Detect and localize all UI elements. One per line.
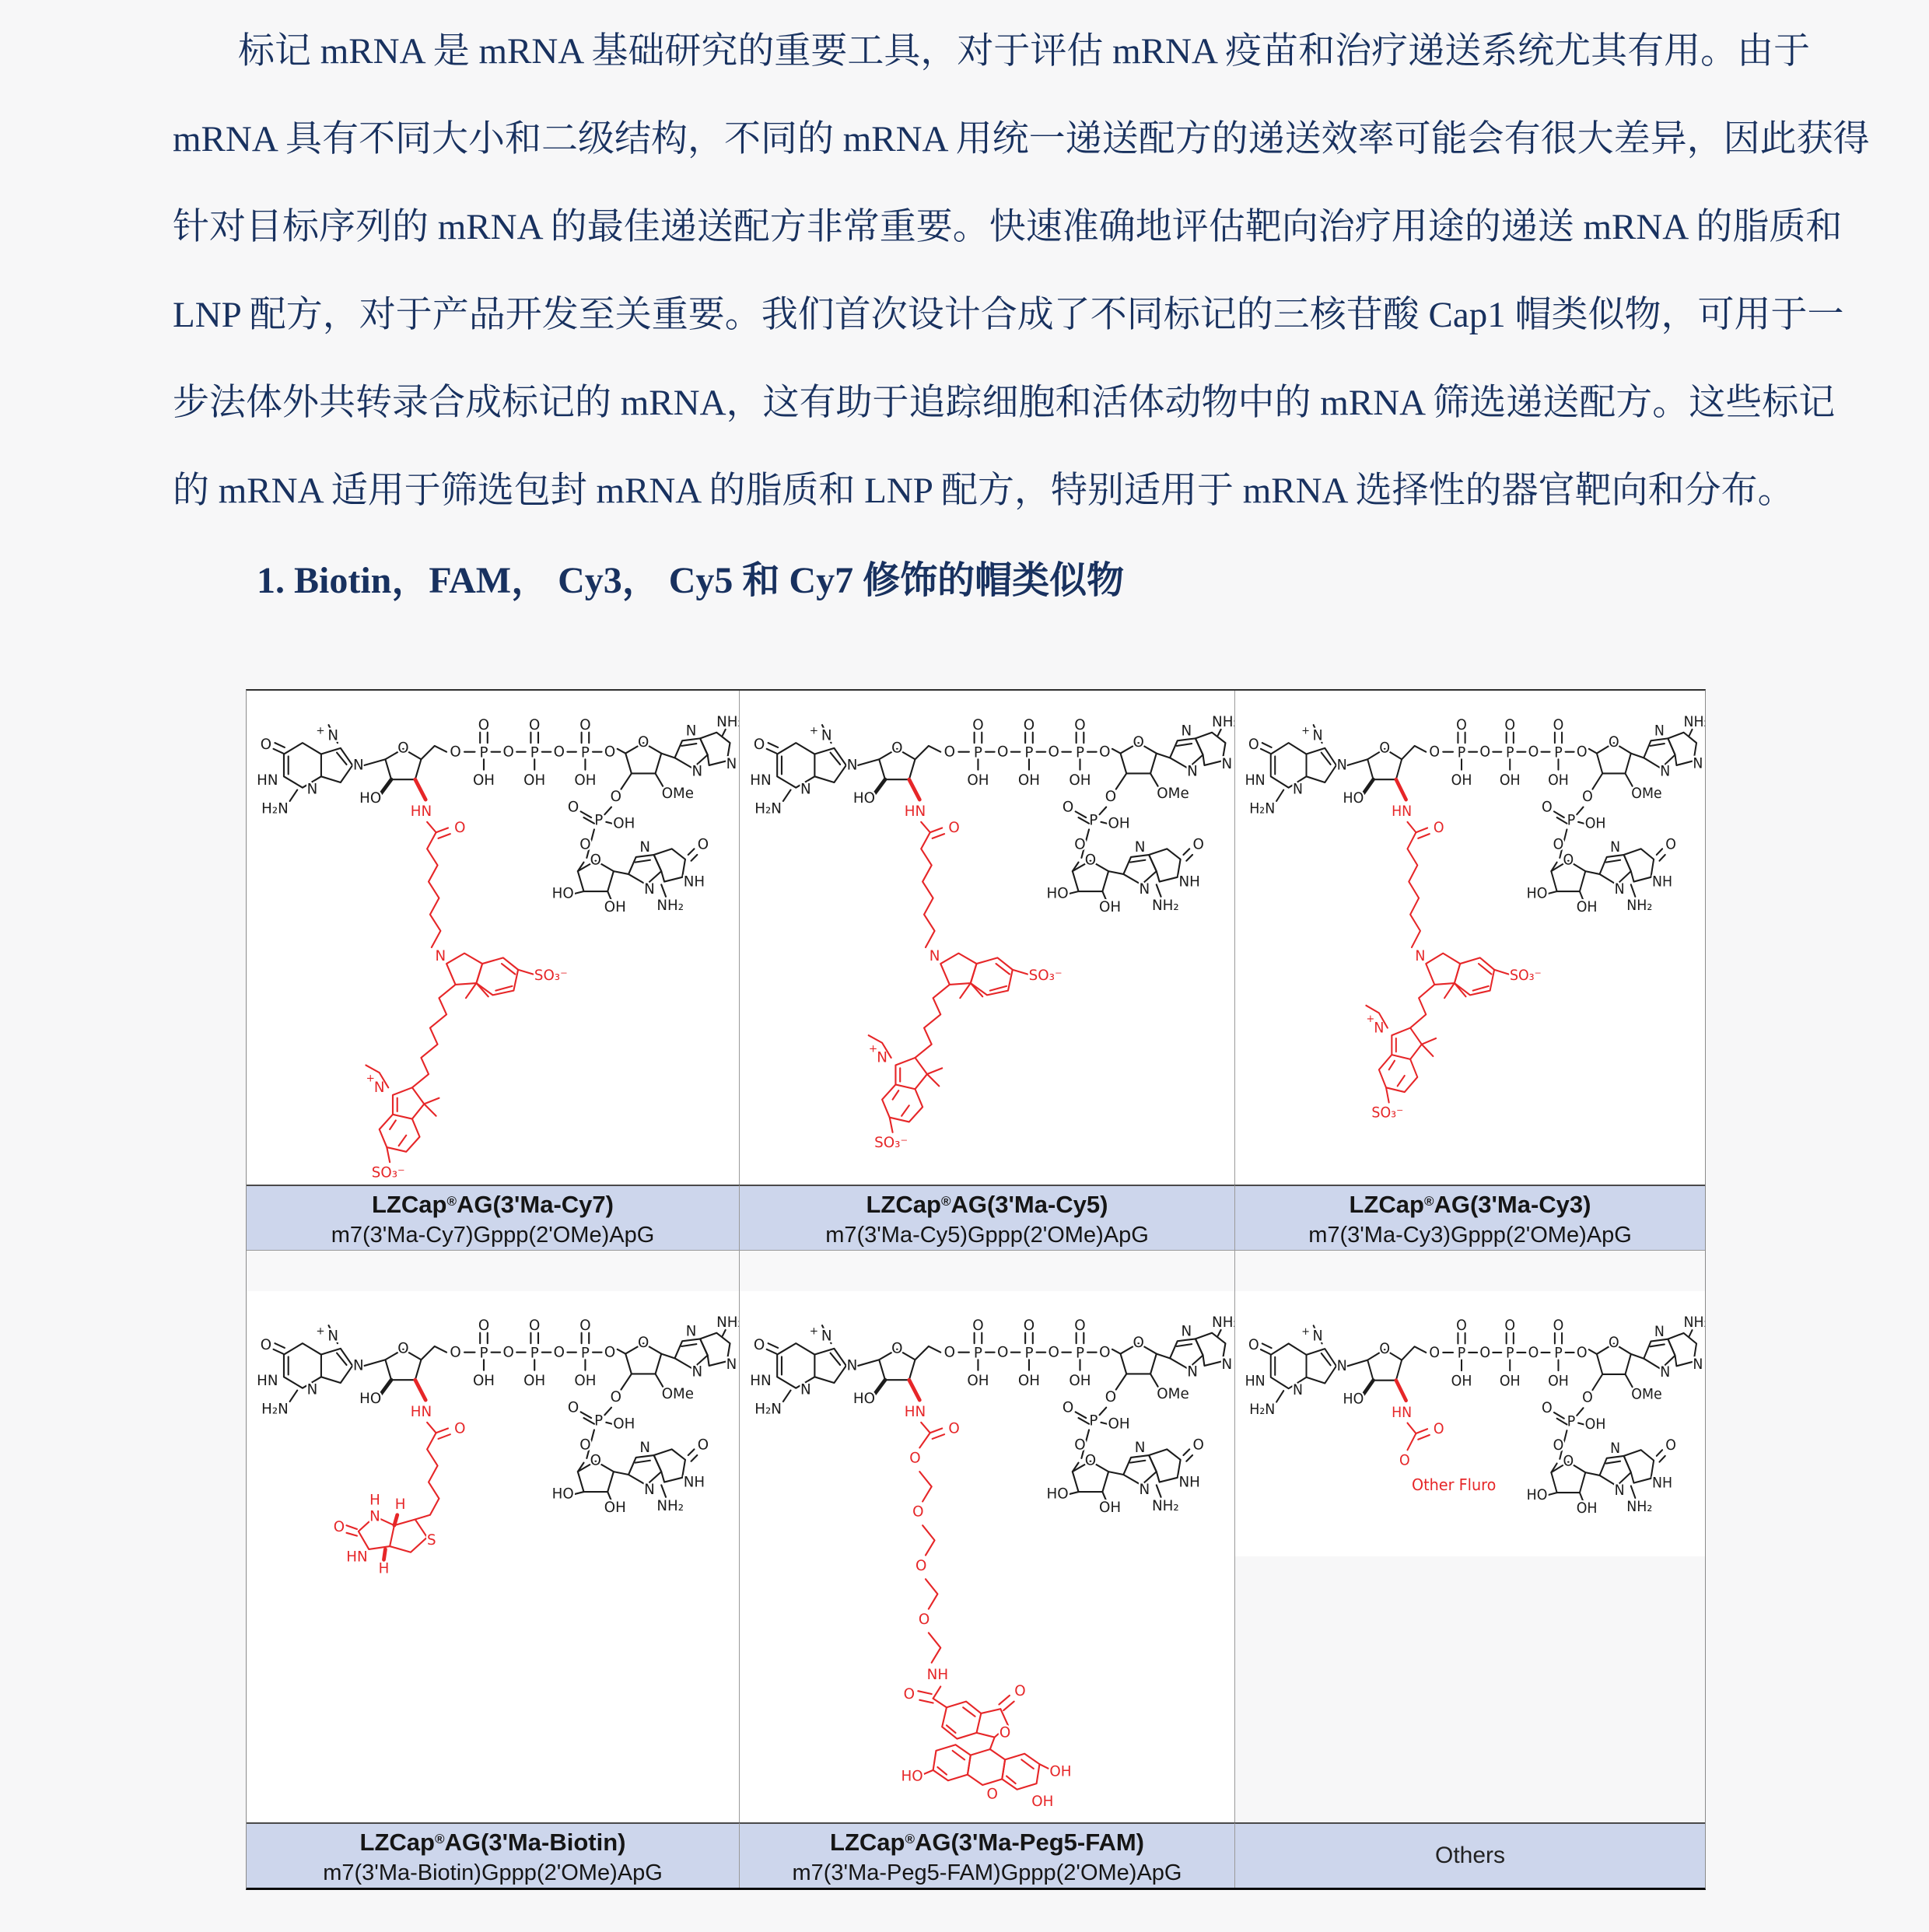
svg-text:H: H (378, 1560, 390, 1577)
svg-text:O: O (986, 1786, 998, 1803)
table-gap-cell (247, 1251, 740, 1291)
structure-cy5-image (740, 691, 1234, 1185)
product-formula: m7(3'Ma-Biotin)Gppp(2'OMe)ApG (323, 1860, 663, 1885)
svg-text:HN: HN (346, 1549, 368, 1566)
other-fluro-stub (1399, 1433, 1496, 1494)
cap-analog-table (246, 689, 1706, 1890)
svg-text:+: + (366, 1073, 375, 1085)
paragraph-line: 针对目标序列的 mRNA 的最佳递送配方非常重要。快速准确地评估靶向治疗用途的递送 mRNA 的脂质和 (173, 207, 1843, 247)
svg-text:HO: HO (901, 1768, 923, 1785)
caption-cy7 (247, 1185, 740, 1251)
intro-paragraph (173, 8, 1870, 535)
product-formula: m7(3'Ma-Cy3)Gppp(2'OMe)ApG (1308, 1223, 1632, 1248)
structure-cell-biotin (247, 1291, 740, 1822)
svg-text:Other Fluro: Other Fluro (1411, 1475, 1497, 1495)
product-formula: m7(3'Ma-Cy7)Gppp(2'OMe)ApG (331, 1223, 655, 1248)
paragraph-line: 步法体外共转录合成标记的 mRNA，这有助于追踪细胞和活体动物中的 mRNA 筛选递送配方。这些标记 (173, 383, 1836, 423)
product-name: LZCap®AG(3'Ma-Cy5) (866, 1191, 1108, 1218)
caption-fam (740, 1822, 1235, 1888)
others-structure-box (1235, 1291, 1705, 1556)
structure-cell-cy3 (1235, 691, 1705, 1185)
table-gap-cell (1235, 1251, 1705, 1291)
structure-cell-others (1235, 1291, 1705, 1822)
svg-text:H: H (394, 1496, 406, 1514)
cy7-dye (366, 985, 455, 1181)
svg-text:O: O (909, 1450, 921, 1467)
caption-cy5 (740, 1185, 1235, 1251)
svg-text:OH: OH (1049, 1763, 1072, 1780)
svg-text:N: N (369, 1508, 380, 1525)
svg-text:H: H (369, 1492, 380, 1509)
svg-text:N: N (877, 1049, 887, 1066)
caption-biotin (247, 1822, 740, 1888)
structure-others-image (1235, 1291, 1705, 1556)
cy3-dye (1366, 985, 1436, 1122)
structure-biotin-image (247, 1291, 739, 1822)
paragraph-line: 标记 mRNA 是 mRNA 基础研究的重要工具，对于评估 mRNA 疫苗和治疗递送系统尤其有用。由于 (238, 31, 1811, 72)
svg-text:O: O (912, 1503, 924, 1521)
svg-text:O: O (999, 1724, 1011, 1741)
svg-text:+: + (868, 1043, 878, 1055)
svg-text:OH: OH (1031, 1793, 1054, 1810)
product-formula: m7(3'Ma-Peg5-FAM)Gppp(2'OMe)ApG (792, 1860, 1182, 1885)
svg-text:O: O (333, 1518, 345, 1535)
svg-text:NH: NH (926, 1666, 949, 1683)
structure-cy7-image (247, 691, 739, 1185)
product-name: LZCap®AG(3'Ma-Cy3) (1349, 1191, 1591, 1218)
product-name: LZCap®AG(3'Ma-Peg5-FAM) (830, 1829, 1144, 1856)
structure-cell-cy7 (247, 691, 740, 1185)
biotin-dye (334, 1433, 439, 1577)
structure-cy3-image (1235, 691, 1705, 1185)
svg-text:O: O (1014, 1682, 1026, 1699)
structure-fam-image (740, 1291, 1234, 1822)
paragraph-line: LNP 配方，对于产品开发至关重要。我们首次设计合成了不同标记的三核苷酸 Cap1 帽类似物，可用于一 (173, 295, 1844, 335)
section-heading: 1. Biotin，FAM， Cy3， Cy5 和 Cy7 修饰的帽类似物 (257, 560, 1125, 601)
product-formula: m7(3'Ma-Cy5)Gppp(2'OMe)ApG (825, 1223, 1149, 1248)
product-name: LZCap®AG(3'Ma-Biotin) (359, 1829, 626, 1856)
svg-text:O: O (915, 1557, 927, 1574)
structure-cell-fam (740, 1291, 1235, 1822)
caption-cy3 (1235, 1185, 1705, 1251)
svg-text:SO₃⁻: SO₃⁻ (371, 1164, 405, 1181)
svg-text:O: O (903, 1685, 915, 1703)
svg-text:N: N (1374, 1019, 1385, 1037)
svg-text:SO₃⁻: SO₃⁻ (1371, 1104, 1404, 1122)
paragraph-line: mRNA 具有不同大小和二级结构，不同的 mRNA 用统一递送配方的递送效率可能会有很大差异，因此获得 (173, 119, 1870, 159)
table-gap-cell (740, 1251, 1235, 1291)
svg-text:N: N (373, 1080, 385, 1097)
cy5-dye (869, 985, 950, 1151)
paragraph-line: 的 mRNA 适用于筛选包封 mRNA 的脂质和 LNP 配方，特别适用于 mRNA 选择性的器官靶向和分布。 (173, 471, 1794, 511)
svg-text:+: + (1366, 1013, 1375, 1025)
svg-text:SO₃⁻: SO₃⁻ (874, 1135, 908, 1152)
product-name: LZCap®AG(3'Ma-Cy7) (372, 1191, 614, 1218)
svg-text:O: O (1399, 1452, 1410, 1469)
svg-text:O: O (918, 1611, 930, 1628)
caption-others (1235, 1822, 1705, 1888)
structure-cell-cy5 (740, 691, 1235, 1185)
others-label: Others (1434, 1843, 1506, 1868)
svg-text:S: S (427, 1532, 436, 1549)
